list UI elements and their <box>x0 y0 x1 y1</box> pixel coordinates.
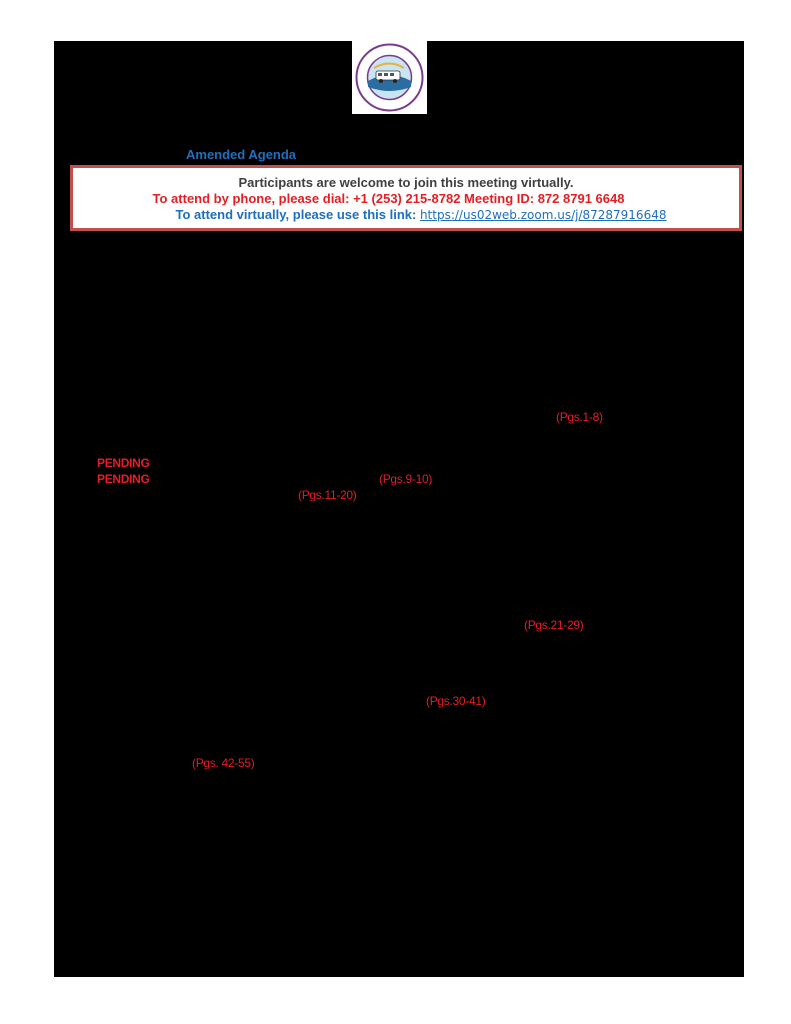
notice-line-virtual <box>73 207 769 222</box>
virtual-meeting-notice <box>70 165 742 231</box>
page-ref-3: (Pgs.11-20) <box>298 488 357 502</box>
notice-line-phone: To attend by phone, please dial: +1 (253) 215-8782 Meeting ID: 872 8791 6648 <box>152 191 625 206</box>
zoom-link[interactable]: https://us02web.zoom.us/j/87287916648 <box>419 208 667 222</box>
logo-emblem-icon <box>352 41 427 114</box>
notice-link-prefix: To attend virtually, please use this link: <box>175 207 417 222</box>
pending-label-1: PENDING <box>97 456 150 470</box>
page-ref-2: (Pgs.9-10) <box>379 472 433 486</box>
page-ref-1: (Pgs.1-8) <box>556 410 603 424</box>
page-ref-6: (Pgs. 42-55) <box>192 756 255 770</box>
tillamook-logo <box>352 41 427 114</box>
page-ref-4: (Pgs.21-29) <box>524 618 584 632</box>
pending-label-2: PENDING <box>97 472 150 486</box>
notice-line-participants: Participants are welcome to join this meeting virtually. <box>238 175 574 190</box>
amended-agenda-heading: Amended Agenda <box>186 147 297 162</box>
page-ref-5: (Pgs.30-41) <box>426 694 486 708</box>
